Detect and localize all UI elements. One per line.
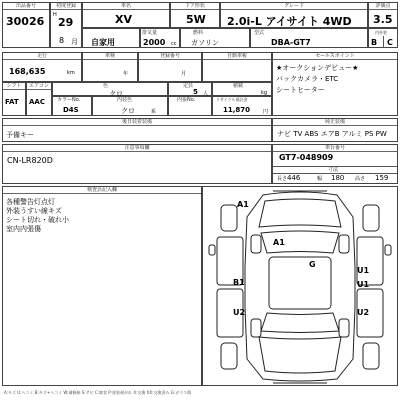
car-name-cell <box>82 2 170 28</box>
inspector-note-3: シート切れ・破れ小 <box>6 216 69 224</box>
equip-airbag: エアB <box>320 130 340 138</box>
length-value: 446 <box>287 174 301 182</box>
mileage-label: 走行 <box>3 53 81 60</box>
model-cell <box>250 28 368 48</box>
usage-type: 自家用 <box>91 38 115 47</box>
shift-cell <box>2 82 26 116</box>
inspection-month-unit: 月 <box>181 71 187 77</box>
int-ext-grade-cell <box>368 28 398 48</box>
chassis-label: 車台番号 <box>273 145 397 152</box>
equip-abs: ABS <box>304 130 319 138</box>
color-no-cell <box>52 96 92 116</box>
equipment-cell <box>272 118 398 142</box>
mileage: 168,635 <box>9 67 46 76</box>
load-unit: kg <box>261 90 268 96</box>
displacement-unit: cc <box>171 41 177 47</box>
recycle-fee: 11,870 <box>223 106 251 114</box>
grade-cell <box>220 2 368 28</box>
lot-number: 30026 <box>6 15 45 28</box>
tax-cell <box>202 52 272 82</box>
inspection-cell <box>82 52 138 82</box>
registration-month-unit: 月 <box>71 38 78 46</box>
sales-point-3: シートヒーター <box>276 86 325 94</box>
interior-color-label: 内装色 <box>117 97 133 103</box>
height-label: 高さ <box>355 176 366 182</box>
registration-label: 登録番号 <box>139 53 201 60</box>
capacity-cell <box>168 82 212 96</box>
aircon-type: AAC <box>29 98 45 106</box>
capacity: 5 <box>193 88 198 96</box>
equip-ps: PS <box>364 130 374 138</box>
color-cell <box>52 82 168 96</box>
equipment-list <box>277 129 387 139</box>
model-label: 型式 <box>254 30 265 36</box>
notes-label: 注意事項欄 <box>3 145 271 152</box>
shift-type: FAT <box>5 98 19 106</box>
inspection-year-unit: 年 <box>123 71 129 77</box>
damage-diagram-box <box>202 186 398 386</box>
registration-month: 8 <box>59 36 65 45</box>
interior-color-suffix: 系 <box>151 109 157 115</box>
recycle-cell <box>212 96 272 116</box>
capacity-label: 定員 <box>183 83 194 89</box>
grade-label: グレード <box>221 3 367 10</box>
other-no-cell <box>168 96 212 116</box>
body-color: クロ <box>109 90 123 98</box>
capacity-unit: 人 <box>203 91 209 97</box>
notes-cell <box>2 144 272 184</box>
damage-u1-right-rear: U1 <box>357 280 370 289</box>
registration-cell <box>138 52 202 82</box>
inspector-note-4: 室内内張傷 <box>6 225 41 233</box>
sales-point-2: バックカメラ・ETC <box>276 75 339 83</box>
grade: 2.0i-L アイサイト 4WD <box>227 15 352 28</box>
equip-tv: TV <box>293 130 303 138</box>
width-value: 180 <box>331 174 345 182</box>
era-mark: H <box>53 12 57 18</box>
score-label: 評価点 <box>369 3 397 10</box>
other-no-label: 内張No. <box>177 97 196 103</box>
mileage-cell <box>2 52 82 82</box>
load-cell <box>212 82 272 96</box>
mileage-unit: km <box>67 70 75 76</box>
damage-u2-right: U2 <box>357 308 370 317</box>
displacement-cell <box>140 28 180 48</box>
inspector-note-1: 各種警告灯点灯 <box>6 198 55 206</box>
shift-label: シフト <box>3 83 25 90</box>
chassis-number: GT7-048909 <box>279 153 334 162</box>
car-diagram <box>203 187 397 385</box>
length-label: 長さ <box>277 176 288 182</box>
door-type-cell <box>170 2 220 28</box>
chassis-cell <box>272 144 398 184</box>
height-value: 159 <box>375 174 389 182</box>
score-cell <box>368 2 398 28</box>
first-registration-cell <box>50 2 82 48</box>
equipment-label: 純正装備 <box>273 119 397 126</box>
door-type-label: ドア形状 <box>171 3 219 10</box>
inspector-note-2: 外装うすい線キズ <box>6 207 62 215</box>
recycle-unit: 円 <box>263 109 269 115</box>
damage-u1-right-front: U1 <box>357 266 370 275</box>
recycle-label: リサイクル預託金 <box>216 97 248 102</box>
rear-equipment: 予備キー <box>6 131 34 139</box>
int-ext-label: 内外装 <box>375 30 387 35</box>
car-name: XV <box>115 13 132 26</box>
interior-grade: B <box>371 38 378 47</box>
color-no-label: カラーNo. <box>57 97 81 103</box>
sales-point-box <box>272 52 398 116</box>
dimensions-label: 寸法 <box>328 167 339 173</box>
inspector-notes-box <box>2 186 202 386</box>
score: 3.5 <box>373 13 393 26</box>
damage-legend: A:キズ U:へコミ B:キズ+へコミ W:補修跡 S:サビ C:腐食 P:塗装剥がれ X:交換 XX:交換済み G:ガラス傷 <box>4 390 192 395</box>
aircon-label: エアコン <box>27 83 51 90</box>
damage-a1-windshield: A1 <box>273 238 285 247</box>
usage-cell <box>82 28 140 48</box>
fuel-cell <box>180 28 250 48</box>
lot-number-cell <box>2 2 50 48</box>
inspection-label: 車検 <box>83 53 137 60</box>
displacement: 2000 <box>143 38 166 47</box>
rear-equipment-cell <box>2 118 272 142</box>
lot-number-label: 出品番号 <box>3 3 49 10</box>
sales-point-1: ★オークションデビュー★ <box>276 64 359 72</box>
sales-point-label: セールスポイント <box>273 53 397 60</box>
tax-label: 自動車税 <box>203 53 271 60</box>
registration-year: 29 <box>58 16 74 29</box>
color-label: 色 <box>103 83 109 89</box>
first-registration-label: 初度登録 <box>51 3 81 10</box>
load-label: 積載 <box>233 83 244 89</box>
interior-color-cell <box>92 96 168 116</box>
frame-number: CN-LR820D <box>7 156 53 165</box>
door-type: 5W <box>186 13 206 26</box>
displacement-label: 排気量 <box>142 30 158 36</box>
damage-b1-left: B1 <box>233 278 245 287</box>
equip-navi: ナビ <box>277 130 291 138</box>
fuel-type: ガソリン <box>191 39 219 47</box>
equip-alloy: アルミ <box>341 130 363 138</box>
damage-a1-front: A1 <box>237 200 249 209</box>
exterior-grade: C <box>387 38 393 47</box>
interior-color: クロ <box>121 107 135 115</box>
model-code: DBA-GT7 <box>271 38 311 47</box>
equip-pw: PW <box>375 130 387 138</box>
width-label: 幅 <box>317 176 323 182</box>
rear-equipment-label: 後日装着装備 <box>3 119 271 126</box>
car-name-label: 車名 <box>83 3 169 10</box>
damage-u2-left: U2 <box>233 308 246 317</box>
inspector-notes-label: 検査員記入欄 <box>3 187 201 194</box>
damage-g-glass: G <box>309 260 316 269</box>
color-code: D4S <box>63 106 79 114</box>
aircon-cell <box>26 82 52 116</box>
fuel-label: 燃料 <box>193 30 204 36</box>
